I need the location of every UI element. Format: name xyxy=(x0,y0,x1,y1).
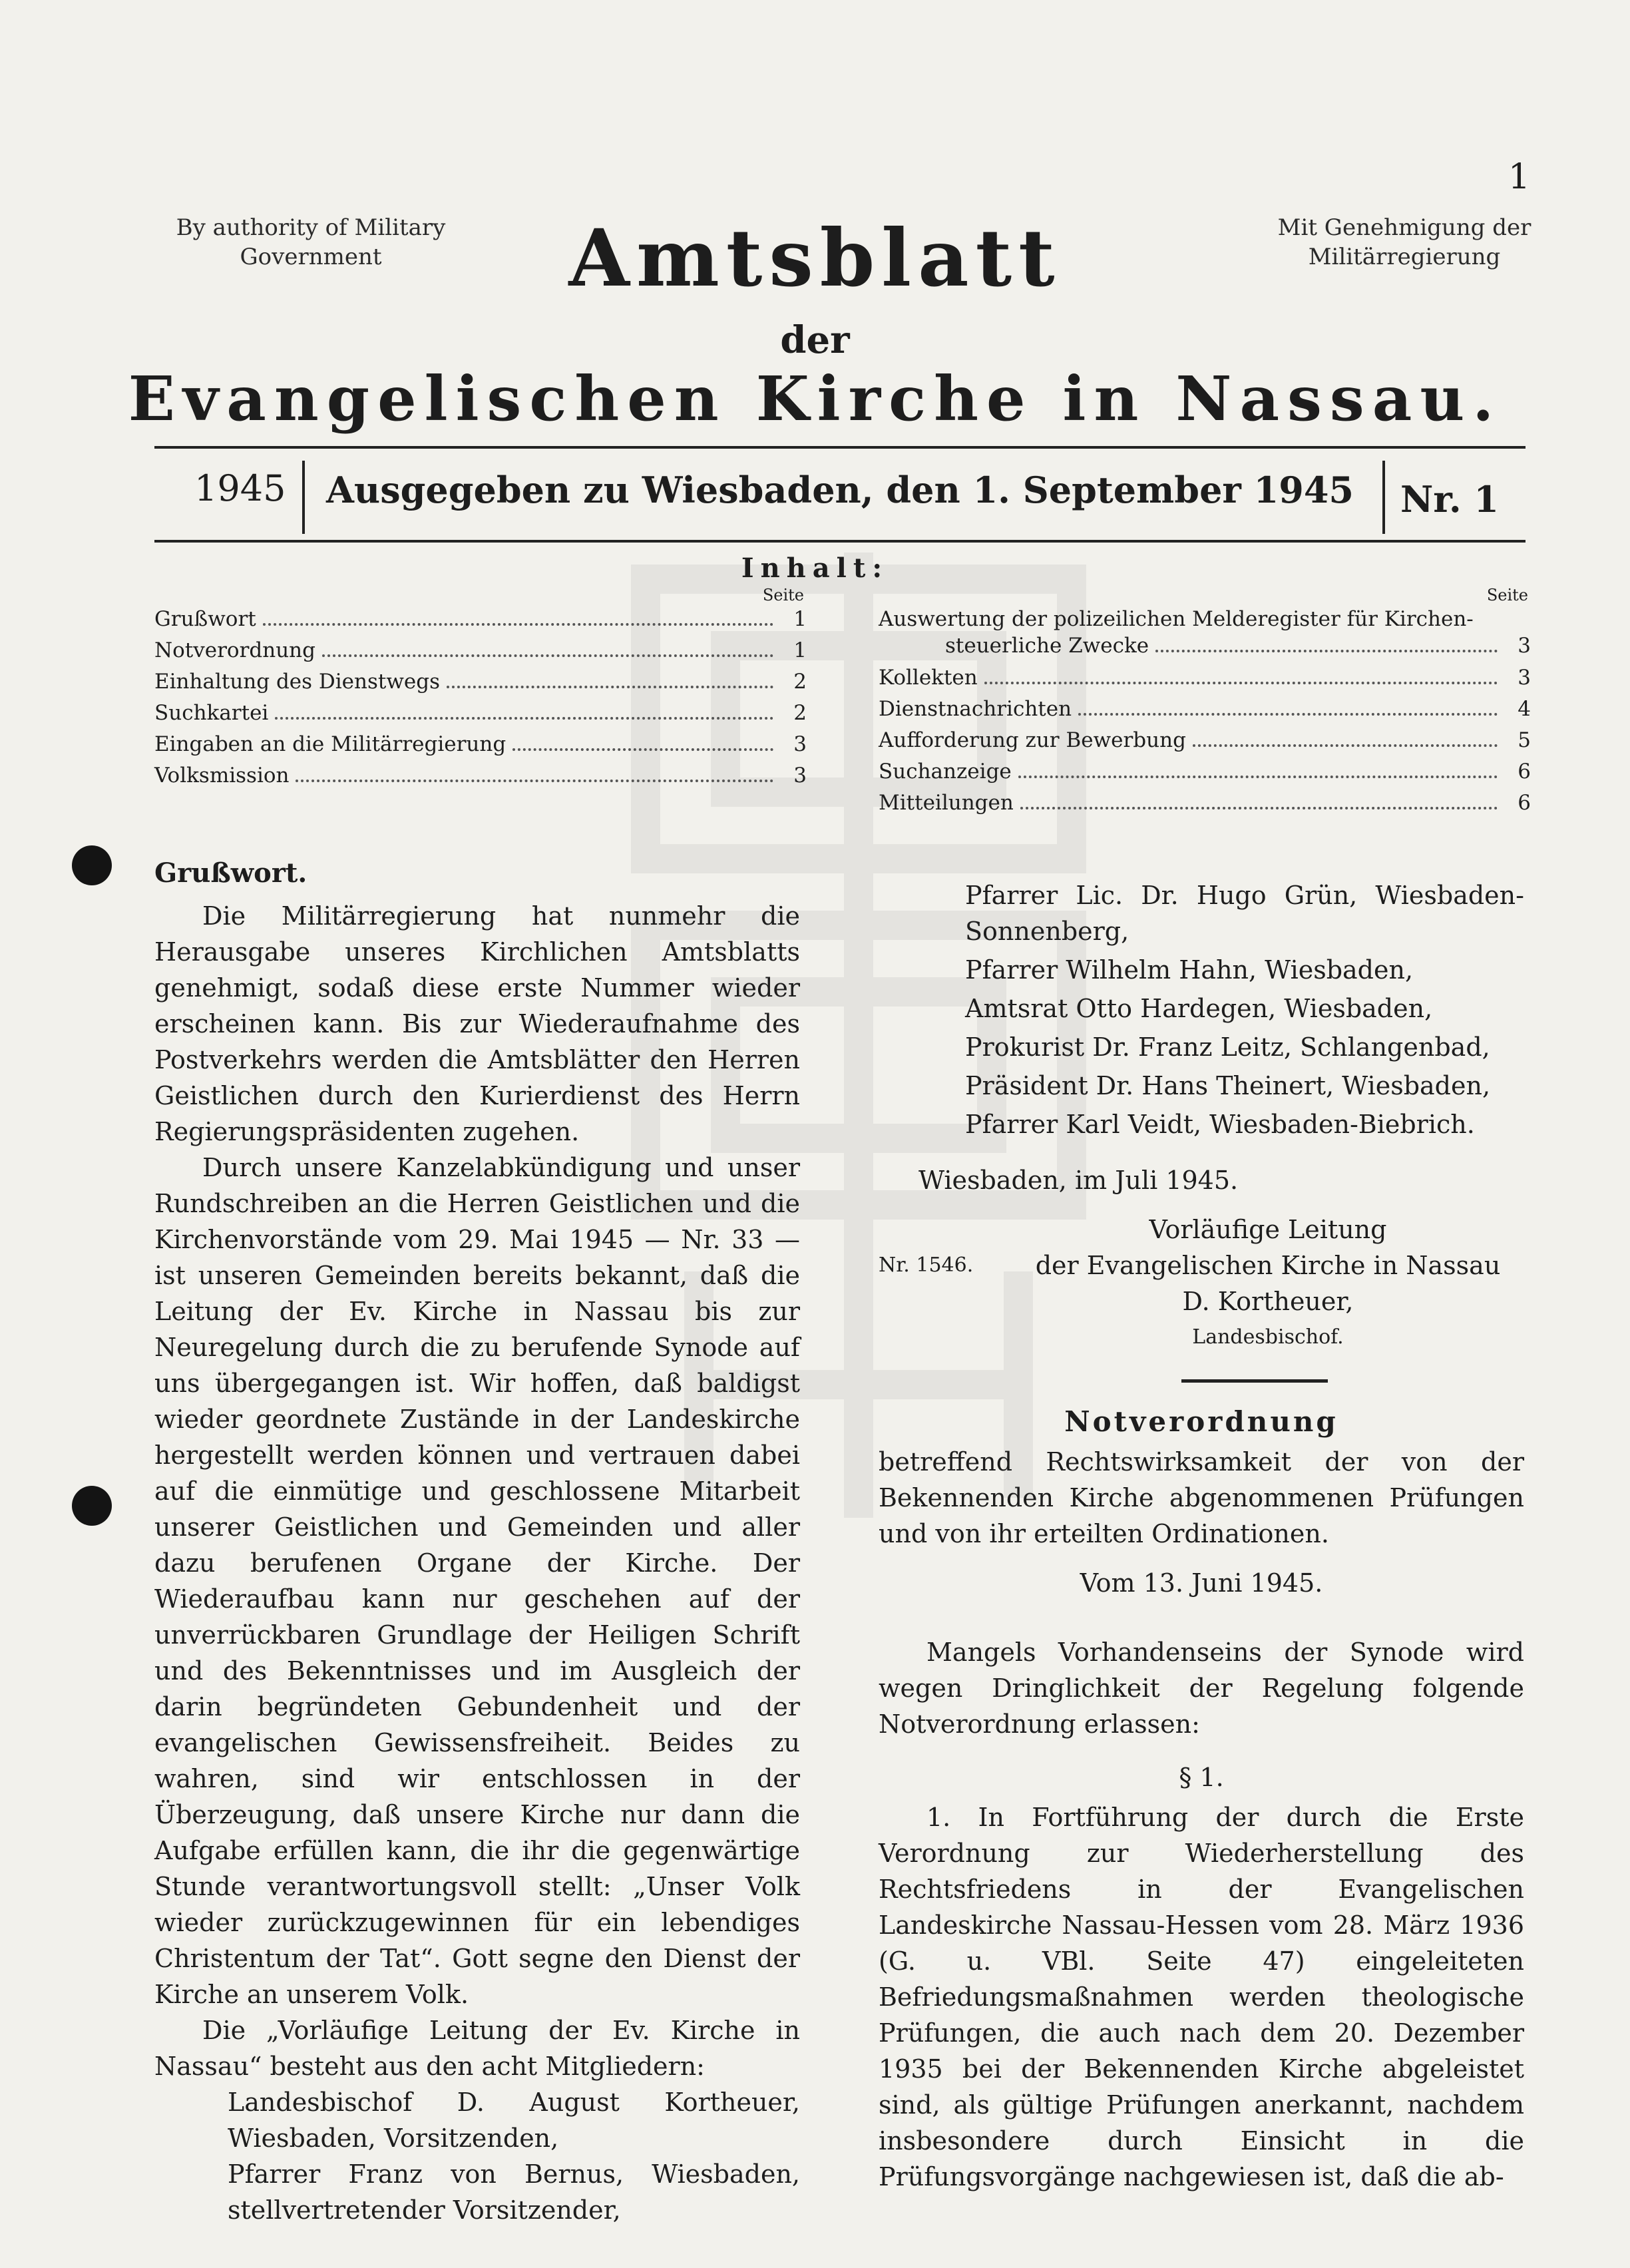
toc-entry[interactable] xyxy=(154,764,807,795)
toc-entry[interactable] xyxy=(154,732,807,764)
section-divider xyxy=(1181,1379,1328,1383)
authority-de-line: Militärregierung xyxy=(1308,244,1501,270)
left-column xyxy=(154,855,800,2228)
right-column xyxy=(879,877,1524,2195)
toc-label: Volksmission xyxy=(154,764,290,788)
signature-line xyxy=(879,1247,1524,1283)
authority-de-line: Mit Genehmigung der xyxy=(1277,214,1531,241)
punch-hole-bottom xyxy=(72,1486,112,1526)
toc-entry[interactable] xyxy=(879,666,1531,697)
toc-page: 6 xyxy=(1518,760,1531,784)
issue-date-line: Ausgegeben zu Wiesbaden, den 1. September 1945 xyxy=(326,469,1354,511)
toc-page: 3 xyxy=(1518,634,1531,658)
toc-label: Dienstnachrichten xyxy=(879,697,1072,721)
toc-page: 5 xyxy=(1518,728,1531,752)
toc-page: 3 xyxy=(793,732,807,756)
paragraph: Mangels Vorhandenseins der Synode wird wegen Dringlichkeit der Regelung folgende Notverordnung erlassen: xyxy=(879,1638,1524,1739)
toc-title: Inhalt: xyxy=(741,553,889,584)
toc-left xyxy=(154,586,807,795)
paragraph: Die Militärregierung hat nunmehr die Herausgabe unseres Kirchlichen Amtsblatts genehmigt, sodaß diese erste Nummer wieder erscheinen kann. Bis zur Wiederaufnahme des Postverkehrs werden die Amtsblätter den Herren Geistlichen durch den Kurierdienst des Herrn Regierungspräsidenten zugehen. xyxy=(154,901,800,1146)
toc-label: Eingaben an die Militärregierung xyxy=(154,732,507,756)
toc-page: 3 xyxy=(793,764,807,788)
punch-hole-top xyxy=(72,845,112,885)
member-entry: Landesbischof D. August Kortheuer, Wiesbaden, Vorsitzenden, xyxy=(228,2088,800,2153)
document-number: Nr. 1546. xyxy=(879,1253,974,1277)
toc-label: steuerliche Zwecke xyxy=(945,634,1149,658)
member-entry: Amtsrat Otto Hardegen, Wiesbaden, xyxy=(965,994,1433,1023)
toc-leader xyxy=(1018,776,1498,778)
toc-leader xyxy=(275,717,773,720)
notverordnung-date: Vom 13. Juni 1945. xyxy=(1080,1568,1323,1598)
masthead-der: der xyxy=(780,318,850,362)
toc-leader xyxy=(322,654,773,657)
toc-page: 3 xyxy=(1518,666,1531,690)
page-number: 1 xyxy=(1508,157,1530,197)
signature-line: Vorläufige Leitung xyxy=(1149,1215,1387,1244)
toc-leader xyxy=(984,682,1498,684)
issue-year: 1945 xyxy=(194,467,286,509)
toc-page: 4 xyxy=(1518,697,1531,721)
signature-title: Landesbischof. xyxy=(1192,1325,1344,1349)
notverordnung-subtitle: betreffend Rechtswirksamkeit der von der Bekennenden Kirche abgenommenen Prüfungen und von ihr erteilten Ordinationen. xyxy=(879,1447,1524,1548)
member-entry: Pfarrer Franz von Bernus, Wiesbaden, stellvertretender Vorsitzender, xyxy=(228,2159,800,2225)
member-entry: Präsident Dr. Hans Theinert, Wiesbaden, xyxy=(965,1071,1491,1100)
toc-label: Kollekten xyxy=(879,666,978,690)
toc-entry[interactable] xyxy=(154,701,807,732)
toc-leader xyxy=(296,780,773,782)
place-date: Wiesbaden, im Juli 1945. xyxy=(918,1166,1239,1195)
toc-entry[interactable] xyxy=(154,670,807,701)
toc-entry[interactable] xyxy=(154,607,807,638)
paragraph: Durch unsere Kanzelabkündigung und unser Rundschreiben an die Herren Geistlichen und die Kirchenvorstände vom 29. Mai 1945 — Nr. 33 — ist unseren Gemeinden bereits bekannt, daß die Leitung der Ev. Kirche in Nassau bis zur Neuregelung durch die zu berufende Synode auf uns übergegangen ist. Wir hoffen, daß baldigst wieder geordnete Zustände in der Landeskirche hergestellt werden können und vertrauen dabei auf die einmütige und geschlossene Mitarbeit unserer Geistlichen und Gemeinden und aller dazu berufenen Organe der Kirche. Der Wiederaufbau kann nur geschehen auf der unverrückbaren Grundlage der Heiligen Schrift und des Bekenntnisses und im Ausgleich der darin begründeten Gebundenheit und der evangelischen Gewissensfreiheit. Beides zu wahren, sind wir entschlossen in der Überzeugung, daß unsere Kirche nur dann die Aufgabe erfüllen kann, die ihr die gegenwärtige Stunde verantwortungsvoll stellt: „Unser Volk wieder zurückzugewinnen für ein lebendiges Christentum der Tat“. Gott segne den Dienst der Kirche an unserem Volk. xyxy=(154,1153,800,2009)
paragraph-symbol: § 1. xyxy=(1179,1763,1224,1792)
toc-label: Notverordnung xyxy=(154,638,315,662)
signature-name: D. Kortheuer, xyxy=(1182,1287,1354,1316)
toc-page: 1 xyxy=(793,638,807,662)
authority-en-line: By authority of Military xyxy=(176,214,446,241)
toc-entry[interactable] xyxy=(879,760,1531,791)
issue-bar xyxy=(154,446,1526,543)
toc-label: Suchanzeige xyxy=(879,760,1012,784)
toc-label: Auswertung der polizeilichen Melderegister für Kirchen- xyxy=(879,607,1474,631)
toc-leader xyxy=(1155,650,1498,652)
toc-label: Mitteilungen xyxy=(879,791,1014,815)
toc-entry[interactable] xyxy=(879,728,1531,760)
member-entry: Pfarrer Lic. Dr. Hugo Grün, Wiesbaden-Sonnenberg, xyxy=(965,881,1524,946)
toc-entry[interactable] xyxy=(154,638,807,670)
section-heading-grusswort: Grußwort. xyxy=(154,857,307,889)
section-heading-notverordnung: Notverordnung xyxy=(1064,1405,1338,1438)
masthead-title: Amtsblatt xyxy=(568,212,1062,304)
member-entry: Pfarrer Karl Veidt, Wiesbaden-Biebrich. xyxy=(965,1110,1475,1139)
issue-number: Nr. 1 xyxy=(1400,478,1499,521)
masthead-subtitle: Evangelischen Kirche in Nassau. xyxy=(128,363,1502,435)
member-entry: Pfarrer Wilhelm Hahn, Wiesbaden, xyxy=(965,955,1414,985)
signature-block xyxy=(879,1212,1524,1355)
issue-divider xyxy=(1382,461,1385,534)
toc-leader xyxy=(1193,744,1498,747)
toc-page: 2 xyxy=(793,701,807,725)
toc-entry[interactable] xyxy=(879,697,1531,728)
toc-leader xyxy=(1020,807,1498,809)
signature-text: der Evangelischen Kirche in Nassau xyxy=(1035,1251,1501,1280)
toc-label: Aufforderung zur Bewerbung xyxy=(879,728,1186,752)
toc-page: 6 xyxy=(1518,791,1531,815)
toc-label: Einhaltung des Dienstwegs xyxy=(154,670,440,694)
toc-entry[interactable] xyxy=(879,607,1531,666)
toc-leader xyxy=(263,623,773,626)
toc-leader xyxy=(1078,713,1498,716)
toc-leader xyxy=(447,686,773,688)
toc-seite-label: Seite xyxy=(762,586,804,604)
toc-label: Grußwort xyxy=(154,607,256,631)
toc-label: Suchkartei xyxy=(154,701,269,725)
authority-en-line: Government xyxy=(240,244,382,270)
toc-page: 2 xyxy=(793,670,807,694)
paragraph: Die „Vorläufige Leitung der Ev. Kirche in Nassau“ besteht aus den acht Mitgliedern: xyxy=(154,2016,800,2081)
toc-page: 1 xyxy=(793,607,807,631)
member-entry: Prokurist Dr. Franz Leitz, Schlangenbad, xyxy=(965,1032,1490,1062)
paragraph: 1. In Fortführung der durch die Erste Verordnung zur Wiederherstellung des Rechtsfriedens in der Evangelischen Landeskirche Nassau-Hessen vom 28. März 1936 (G. u. VBl. Seite 47) eingeleiteten Befriedungsmaßnahmen werden theologische Prüfungen, die auch nach dem 20. Dezember 1935 bei der Bekennenden Kirche abgeleistet sind, als gültige Prüfungen anerkannt, nachdem insbesondere durch Einsicht in die Prüfungsvorgänge nachgewiesen ist, daß die ab- xyxy=(879,1803,1524,2191)
toc-leader xyxy=(512,748,773,751)
toc-right xyxy=(879,586,1531,822)
toc-entry[interactable] xyxy=(879,791,1531,822)
toc-seite-label: Seite xyxy=(1486,586,1528,604)
